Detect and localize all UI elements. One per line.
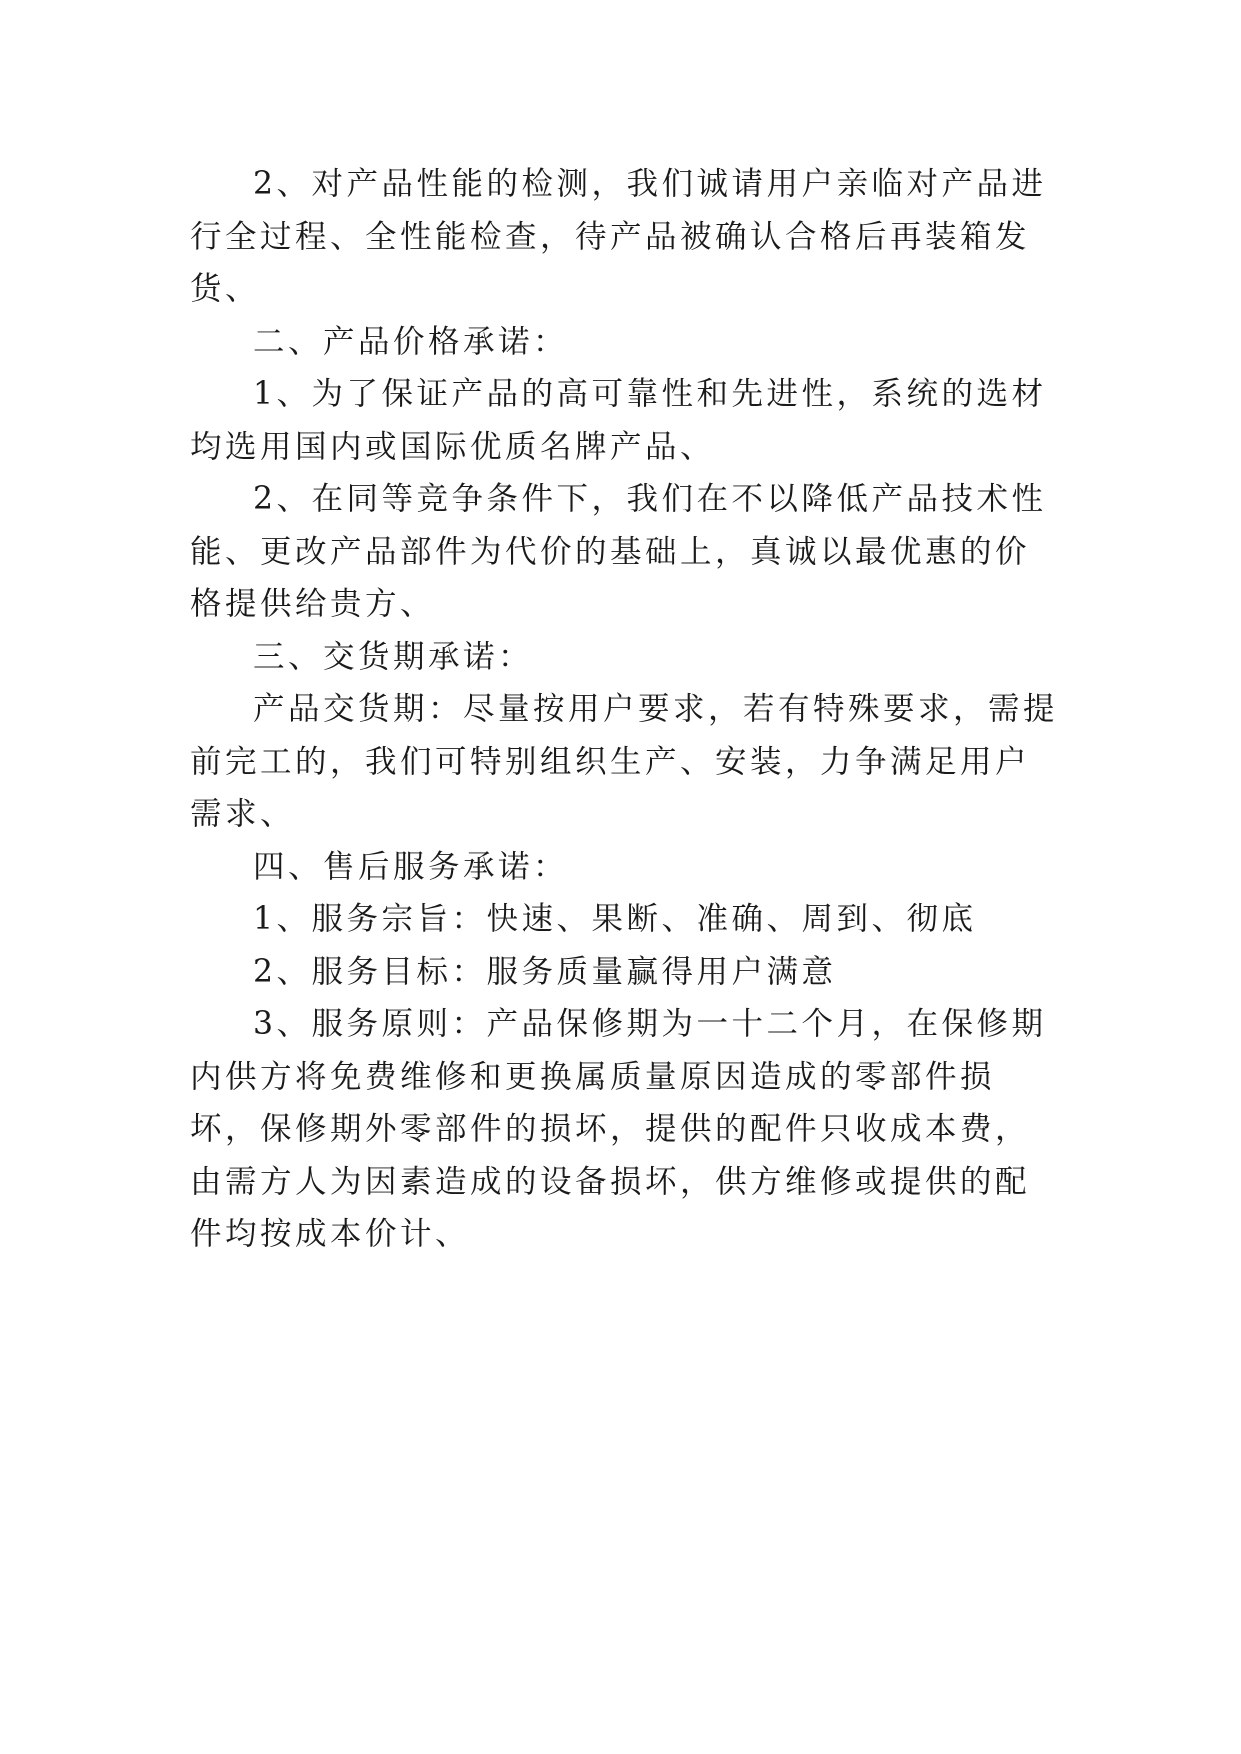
paragraph-inspection: 2、对产品性能的检测，我们诚请用户亲临对产品进行全过程、全性能检查，待产品被确认合格后再装箱发货、 <box>190 166 1047 307</box>
paragraph-service-goal: 2、服务目标：服务质量赢得用户满意 <box>253 953 837 990</box>
heading-delivery-commitment: 三、交货期承诺： <box>253 638 534 675</box>
heading-after-sales-commitment: 四、售后服务承诺： <box>253 848 569 885</box>
heading-price-commitment: 二、产品价格承诺： <box>253 323 569 360</box>
paragraph-service-tenet: 1、服务宗旨：快速、果断、准确、周到、彻底 <box>253 901 977 937</box>
paragraph-delivery-period: 产品交货期：尽量按用户要求，若有特殊要求，需提前完工的，我们可特别组织生产、安装，力争满足用户需求、 <box>190 691 1059 832</box>
paragraph-service-principle: 3、服务原则：产品保修期为一十二个月，在保修期内供方将免费维修和更换属质量原因造成的零部件损坏，保修期外零部件的损坏，提供的配件只收成本费，由需方人为因素造成的设备损坏，供方维修或提供的配件均按成本价计、 <box>190 1006 1047 1252</box>
paragraph-best-price: 2、在同等竞争条件下，我们在不以降低产品技术性能、更改产品部件为代价的基础上，真诚以最优惠的价格提供给贵方、 <box>190 481 1047 622</box>
document-body <box>190 158 1060 1261</box>
paragraph-material-selection: 1、为了保证产品的高可靠性和先进性，系统的选材均选用国内或国际优质名牌产品、 <box>190 376 1047 465</box>
